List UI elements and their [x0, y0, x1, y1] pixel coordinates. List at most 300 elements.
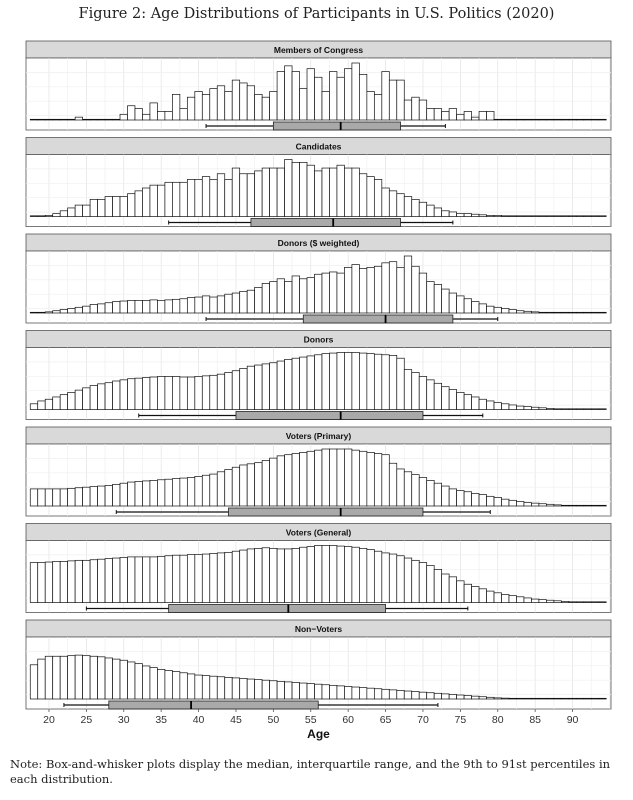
- histogram-bar: [38, 563, 45, 603]
- histogram-bar: [561, 505, 568, 506]
- iqr-box: [303, 315, 453, 323]
- histogram-bar: [150, 668, 157, 699]
- histogram-bar: [352, 547, 359, 602]
- histogram-bar: [352, 353, 359, 410]
- histogram-bar: [135, 191, 142, 217]
- facet-panel: [26, 138, 611, 227]
- histogram-bar: [157, 300, 164, 313]
- histogram-bar: [217, 472, 224, 506]
- histogram-bar: [270, 168, 277, 216]
- histogram-bar: [524, 598, 531, 603]
- histogram-bar: [472, 493, 479, 506]
- histogram-bar: [90, 656, 97, 699]
- histogram-bar: [135, 300, 142, 313]
- histogram-bar: [240, 678, 247, 699]
- histogram-bar: [300, 357, 307, 409]
- histogram-bar: [240, 174, 247, 217]
- histogram-bar: [142, 666, 149, 699]
- histogram-bar: [232, 80, 239, 120]
- histogram-bar: [202, 376, 209, 410]
- histogram-bar: [434, 383, 441, 409]
- histogram-bar: [494, 119, 501, 120]
- histogram-bar: [546, 312, 553, 313]
- histogram-bar: [30, 563, 37, 603]
- histogram-bar: [434, 569, 441, 602]
- histogram-bar: [539, 119, 546, 120]
- facet-panel: [26, 234, 611, 323]
- figure-title: Figure 2: Age Distributions of Participants in U.S. Politics (2020): [78, 6, 555, 22]
- histogram-bar: [240, 465, 247, 506]
- histogram-bar: [75, 390, 82, 409]
- histogram-bar: [75, 655, 82, 699]
- histogram-bar: [412, 560, 419, 602]
- histogram-bar: [105, 383, 112, 410]
- histogram-bar: [419, 100, 426, 120]
- histogram-bar: [292, 454, 299, 506]
- histogram-bar: [75, 307, 82, 313]
- histogram-bar: [53, 656, 60, 699]
- histogram-bar: [105, 303, 112, 313]
- histogram-bar: [45, 489, 52, 506]
- histogram-bar: [247, 549, 254, 603]
- histogram-bar: [45, 215, 52, 216]
- iqr-box: [109, 701, 318, 709]
- histogram-bar: [404, 691, 411, 699]
- histogram-bar: [502, 499, 509, 506]
- histogram-bar: [225, 294, 232, 313]
- histogram-bar: [449, 390, 456, 410]
- histogram-bar: [329, 168, 336, 216]
- histogram-bar: [457, 581, 464, 603]
- histogram-bar: [554, 216, 561, 217]
- histogram-bar: [546, 408, 553, 409]
- histogram-bar: [359, 74, 366, 120]
- histogram-bar: [202, 475, 209, 506]
- histogram-bar: [315, 546, 322, 603]
- histogram-bar: [75, 117, 82, 120]
- histogram-bar: [494, 698, 501, 699]
- histogram-bar: [449, 293, 456, 313]
- histogram-bar: [531, 216, 538, 217]
- histogram-bar: [120, 557, 127, 602]
- x-axis-title: Age: [307, 727, 330, 741]
- x-tick-label: 75: [454, 714, 467, 726]
- facet-panel: [26, 331, 611, 420]
- histogram-bar: [367, 267, 374, 313]
- histogram-bar: [412, 475, 419, 506]
- histogram-bar: [68, 119, 75, 120]
- histogram-bar: [240, 550, 247, 602]
- histogram-bar: [576, 216, 583, 217]
- facet-panel: [26, 41, 611, 130]
- histogram-bar: [277, 279, 284, 313]
- histogram-bar: [210, 89, 217, 120]
- histogram-bar: [457, 695, 464, 699]
- histogram-bar: [554, 601, 561, 603]
- histogram-bar: [210, 474, 217, 506]
- histogram-bar: [285, 66, 292, 120]
- histogram-bar: [389, 690, 396, 699]
- histogram-bar: [105, 559, 112, 603]
- histogram-bar: [113, 302, 120, 313]
- histogram-bar: [516, 406, 523, 409]
- histogram-bar: [210, 375, 217, 409]
- histogram-bar: [202, 296, 209, 313]
- histogram-bar: [344, 267, 351, 313]
- histogram-bar: [591, 312, 598, 313]
- histogram-bar: [307, 684, 314, 699]
- histogram-bar: [262, 680, 269, 699]
- histogram-bar: [404, 558, 411, 602]
- histogram-bar: [210, 676, 217, 699]
- histogram-bar: [247, 679, 254, 699]
- histogram-bar: [382, 188, 389, 217]
- histogram-bar: [128, 557, 135, 603]
- histogram-bar: [128, 662, 135, 699]
- histogram-bar: [457, 114, 464, 120]
- histogram-bar: [165, 111, 172, 120]
- histogram-bar: [53, 561, 60, 602]
- x-tick-label: 25: [80, 714, 93, 726]
- histogram-bar: [315, 77, 322, 120]
- histogram-bar: [270, 363, 277, 410]
- histogram-bar: [165, 182, 172, 216]
- histogram-bar: [389, 554, 396, 602]
- histogram-bar: [165, 671, 172, 700]
- histogram-bar: [329, 72, 336, 120]
- histogram-bar: [105, 658, 112, 699]
- x-tick-label: 65: [379, 714, 392, 726]
- histogram-bar: [487, 111, 494, 120]
- histogram-bar: [30, 119, 37, 120]
- histogram-bar: [120, 197, 127, 217]
- histogram-bar: [150, 557, 157, 603]
- histogram-bar: [374, 551, 381, 602]
- histogram-bar: [180, 377, 187, 409]
- histogram-bar: [90, 560, 97, 603]
- histogram-bar: [38, 216, 45, 217]
- histogram-bar: [225, 552, 232, 602]
- histogram-bar: [539, 408, 546, 410]
- histogram-bar: [397, 194, 404, 217]
- histogram-bar: [584, 505, 591, 506]
- histogram-bar: [300, 452, 307, 506]
- histogram-bar: [68, 488, 75, 506]
- histogram-bar: [98, 384, 105, 410]
- histogram-bar: [599, 698, 606, 699]
- histogram-bar: [419, 692, 426, 699]
- histogram-bar: [404, 370, 411, 410]
- histogram-bar: [98, 486, 105, 506]
- histogram-bar: [576, 312, 583, 313]
- x-tick-label: 30: [117, 714, 130, 726]
- histogram-bar: [419, 273, 426, 313]
- histogram-bar: [389, 191, 396, 217]
- histogram-bar: [569, 312, 576, 313]
- histogram-bar: [210, 553, 217, 602]
- histogram-bar: [457, 214, 464, 217]
- facet-panel: [26, 620, 611, 709]
- histogram-bar: [83, 306, 90, 313]
- histogram-bar: [247, 290, 254, 313]
- x-tick-label: 80: [491, 714, 504, 726]
- histogram-bar: [217, 86, 224, 120]
- histogram-bar: [502, 698, 509, 699]
- histogram-bar: [449, 694, 456, 699]
- histogram-bar: [367, 549, 374, 602]
- histogram-bar: [187, 377, 194, 409]
- histogram-bar: [457, 296, 464, 313]
- histogram-bar: [337, 546, 344, 602]
- histogram-bar: [576, 698, 583, 699]
- histogram-bar: [232, 551, 239, 602]
- histogram-bar: [449, 489, 456, 506]
- histogram-bar: [524, 407, 531, 410]
- histogram-bar: [374, 179, 381, 216]
- histogram-bar: [591, 602, 598, 603]
- histogram-bar: [539, 504, 546, 506]
- histogram-bar: [509, 698, 516, 699]
- histogram-bar: [516, 501, 523, 506]
- histogram-bar: [419, 376, 426, 409]
- histogram-bar: [90, 119, 97, 120]
- histogram-bar: [352, 687, 359, 699]
- histogram-bar: [135, 557, 142, 603]
- histogram-bar: [404, 197, 411, 217]
- histogram-bar: [509, 500, 516, 506]
- histogram-bar: [217, 174, 224, 217]
- histogram-bar: [225, 372, 232, 409]
- iqr-box: [169, 605, 386, 613]
- histogram-bar: [442, 486, 449, 506]
- histogram-bar: [404, 256, 411, 313]
- histogram-bar: [68, 308, 75, 313]
- histogram-bar: [546, 698, 553, 699]
- histogram-bar: [569, 505, 576, 506]
- histogram-bar: [195, 476, 202, 506]
- histogram-bar: [53, 397, 60, 410]
- histogram-bar: [554, 409, 561, 410]
- histogram-bar: [479, 697, 486, 699]
- histogram-bar: [412, 266, 419, 313]
- histogram-bar: [180, 555, 187, 602]
- x-tick-label: 50: [267, 714, 280, 726]
- histogram-bar: [210, 179, 217, 216]
- x-tick-label: 45: [230, 714, 242, 726]
- histogram-bar: [172, 672, 179, 699]
- histogram-bar: [584, 216, 591, 217]
- histogram-bar: [546, 216, 553, 217]
- histogram-bar: [329, 685, 336, 699]
- histogram-bar: [292, 548, 299, 602]
- histogram-bar: [225, 677, 232, 699]
- histogram-bar: [524, 119, 531, 120]
- histogram-bar: [434, 109, 441, 120]
- histogram-bar: [202, 177, 209, 217]
- histogram-bar: [427, 693, 434, 699]
- histogram-bar: [494, 593, 501, 603]
- histogram-bar: [53, 489, 60, 506]
- histogram-bar: [38, 489, 45, 506]
- histogram-bar: [150, 103, 157, 120]
- histogram-bar: [509, 216, 516, 217]
- histogram-bar: [45, 656, 52, 699]
- histogram-bar: [128, 482, 135, 506]
- histogram-bar: [389, 463, 396, 506]
- histogram-bar: [68, 656, 75, 699]
- histogram-bar: [113, 119, 120, 120]
- histogram-bar: [359, 174, 366, 217]
- histogram-bar: [53, 119, 60, 120]
- histogram-bar: [60, 310, 67, 313]
- histogram-bar: [449, 212, 456, 217]
- histogram-bar: [83, 487, 90, 506]
- histogram-bar: [172, 299, 179, 313]
- histogram-bar: [60, 119, 67, 120]
- histogram-bar: [412, 372, 419, 409]
- histogram-bar: [75, 488, 82, 506]
- facet-strip-label: Members of Congress: [273, 45, 364, 55]
- histogram-bar: [382, 455, 389, 506]
- histogram-bar: [315, 274, 322, 313]
- histogram-bar: [270, 548, 277, 602]
- facet-panel: [26, 427, 611, 516]
- histogram-bar: [232, 371, 239, 410]
- histogram-bar: [442, 211, 449, 217]
- histogram-bar: [128, 300, 135, 313]
- histogram-bar: [599, 505, 606, 506]
- histogram-bar: [38, 401, 45, 410]
- histogram-bar: [479, 111, 486, 120]
- histogram-bar: [599, 216, 606, 217]
- histogram-bar: [502, 308, 509, 313]
- histogram-bar: [591, 216, 598, 217]
- histogram-bar: [38, 312, 45, 313]
- histogram-bar: [300, 547, 307, 602]
- histogram-bar: [389, 262, 396, 313]
- histogram-bar: [195, 179, 202, 216]
- histogram-bar: [464, 214, 471, 217]
- histogram-bar: [232, 678, 239, 699]
- histogram-bar: [344, 686, 351, 699]
- histogram-bar: [584, 602, 591, 603]
- histogram-bar: [210, 297, 217, 313]
- histogram-bar: [285, 359, 292, 409]
- histogram-bar: [397, 690, 404, 699]
- histogram-bar: [329, 272, 336, 313]
- histogram-bar: [172, 555, 179, 602]
- histogram-bar: [113, 381, 120, 410]
- histogram-bar: [382, 263, 389, 313]
- histogram-bar: [142, 188, 149, 217]
- histogram-bar: [479, 215, 486, 217]
- histogram-bar: [374, 689, 381, 699]
- histogram-bar: [487, 401, 494, 410]
- histogram-bar: [157, 376, 164, 409]
- histogram-bar: [569, 602, 576, 603]
- histogram-bar: [30, 489, 37, 506]
- histogram-bar: [531, 312, 538, 313]
- histogram-bar: [397, 556, 404, 603]
- histogram-bar: [120, 660, 127, 699]
- histogram-bar: [427, 205, 434, 216]
- histogram-bar: [591, 505, 598, 506]
- histogram-bar: [419, 563, 426, 603]
- histogram-bar: [487, 215, 494, 216]
- histogram-bar: [546, 600, 553, 602]
- histogram-bar: [105, 485, 112, 506]
- histogram-bar: [135, 378, 142, 409]
- histogram-bar: [277, 72, 284, 120]
- histogram-bar: [30, 404, 37, 410]
- histogram-bar: [285, 682, 292, 699]
- histogram-bar: [285, 455, 292, 506]
- histogram-bar: [315, 684, 322, 699]
- histogram-bar: [359, 353, 366, 409]
- histogram-bar: [322, 546, 329, 603]
- histogram-bar: [516, 216, 523, 217]
- x-axis: [43, 709, 578, 726]
- histogram-bar: [442, 574, 449, 603]
- histogram-bar: [292, 358, 299, 409]
- histogram-bar: [479, 304, 486, 313]
- histogram-bar: [98, 657, 105, 699]
- facet-strip-label: Non−Voters: [294, 624, 343, 634]
- histogram-bar: [53, 214, 60, 217]
- histogram-bar: [105, 119, 112, 120]
- histogram-bar: [45, 399, 52, 409]
- histogram-bar: [337, 77, 344, 120]
- histogram-bar: [352, 450, 359, 506]
- histogram-bar: [576, 505, 583, 506]
- histogram-bar: [255, 287, 262, 313]
- histogram-bar: [344, 449, 351, 506]
- figure-note: Note: Box-and-whisker plots display the median, interquartile range, and the 9th to 91st percentiles in each distribution.: [10, 757, 611, 786]
- histogram-bar: [404, 472, 411, 506]
- histogram-bar: [546, 119, 553, 120]
- histogram-bar: [337, 449, 344, 506]
- histogram-bar: [68, 561, 75, 603]
- histogram-bar: [232, 168, 239, 216]
- histogram-bar: [554, 505, 561, 506]
- histogram-bar: [255, 463, 262, 506]
- histogram-bar: [322, 685, 329, 699]
- histogram-bar: [464, 696, 471, 699]
- histogram-bar: [262, 168, 269, 216]
- histogram-bar: [180, 182, 187, 216]
- histogram-bar: [367, 354, 374, 410]
- histogram-bar: [277, 456, 284, 506]
- histogram-bar: [172, 182, 179, 216]
- histogram-bar: [449, 577, 456, 603]
- histogram-bar: [217, 677, 224, 699]
- histogram-bar: [344, 353, 351, 410]
- histogram-bar: [374, 354, 381, 409]
- histogram-bar: [322, 354, 329, 410]
- histogram-bar: [180, 673, 187, 699]
- histogram-bar: [524, 503, 531, 506]
- histogram-bar: [315, 171, 322, 217]
- histogram-bar: [584, 312, 591, 313]
- iqr-box: [273, 122, 400, 130]
- histogram-bar: [464, 395, 471, 410]
- histogram-bar: [187, 478, 194, 507]
- facet-strip-label: Candidates: [295, 141, 342, 152]
- histogram-bar: [68, 208, 75, 217]
- histogram-bar: [367, 177, 374, 217]
- histogram-bar: [584, 409, 591, 410]
- histogram-bar: [434, 693, 441, 699]
